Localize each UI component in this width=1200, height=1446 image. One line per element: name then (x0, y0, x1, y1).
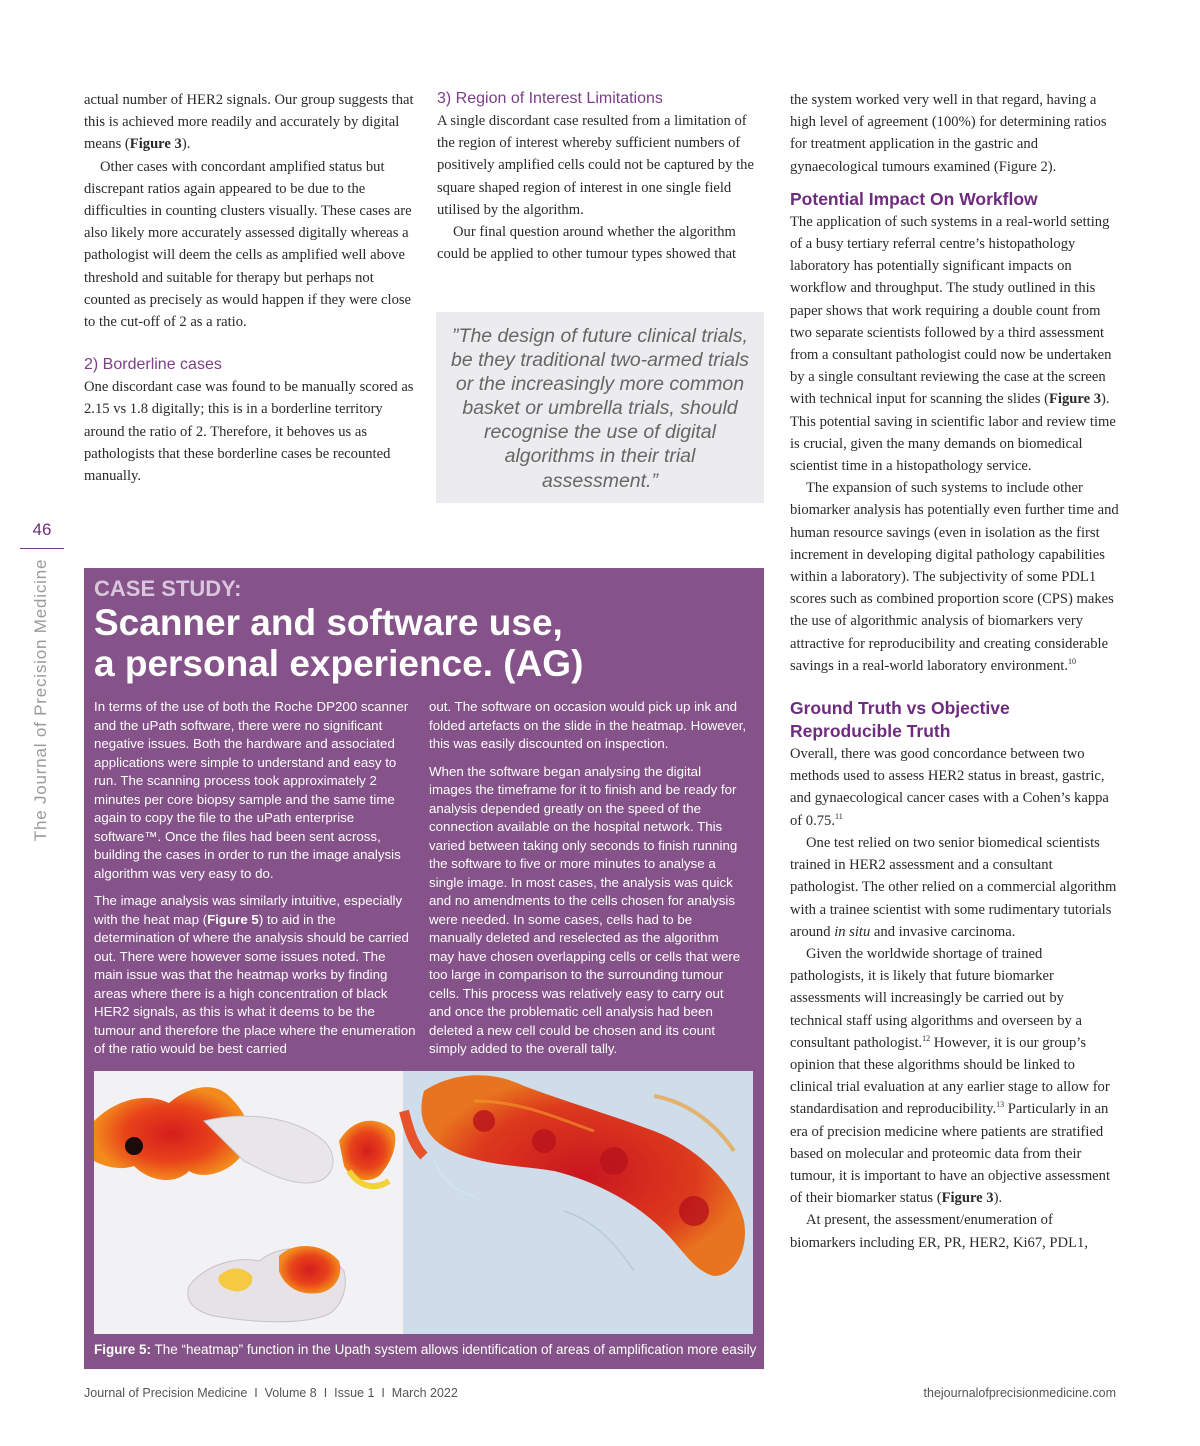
col3-paragraph-5: One test relied on two senior biomedical scientists trained in HER2 assessment and a consultant pathologist. The other relied on a commercial algorithm with a trainee scientist with some rudimentary tutorials around in situ and invasive carcinoma. (790, 834, 1117, 940)
figure-3-ref: Figure 3 (129, 136, 182, 153)
col2-paragraph-1: A single discordant case resulted from a limitation of the region of interest whereby sufficient numbers of positively amplified cells could not be captured by the square shaped region of interest in one single field utilised by the algorithm. (437, 113, 754, 218)
case-left-paragraph-1: In terms of the use of both the Roche DP200 scanner and the uPath software, there were no significant negative issues. Both the hardware and associated applications were simple to understand and easy to run. The scanning process took approximately 2 minutes per core biopsy sample and the same time again to copy the file to the uPath enterprise software™. Once the files had been sent across, building the cases in order to run the image analysis algorithm was very easy to do. (94, 699, 409, 881)
page-number: 46 (32, 520, 52, 539)
case-right-paragraph-2: When the software began analysing the digital images the timeframe for it to finish and be ready for analysis depended greatly on the speed of the connection available on the hospital network. This varied between taking only seconds to finish running the software to five or more minutes to analyse a single image. In most cases, the analysis was quick and no amendments to the cells chosen for analysis were needed. In some cases, cells had to be manually deleted and reselected as the algorithm may have chosen overlapping cells or cells that were too large in comparison to the surrounding tumour cells. This process was relatively easy to carry out and once the problematic cell analysis had been deleted a new cell could be chosen and its count simply added to the overall tally. (429, 763, 741, 1056)
figure-5-caption-label: Figure 5: (94, 1342, 152, 1357)
col1-paragraph-3: One discordant case was found to be manually scored as 2.15 vs 1.8 digitally; this is in a borderline territory around the ratio of 2. Therefore, it behoves us as pathologists that these borderline cases be recounted manually. (84, 379, 414, 485)
column-2 (437, 88, 765, 265)
figure-5-ref: Figure 5 (207, 911, 259, 927)
col1-paragraph-2: Other cases with concordant amplified status but discrepant ratios again appeared to be due to the difficulties in counting clusters visually. These cases are also likely more accurately assessed digitally whereas a pathologist will deem the cells as amplified well above threshold and suitable for therapy but perhaps not counted as precisely as would happen if they were close to the cut-off of 2 as a ratio. (84, 158, 412, 331)
reference-11: 11 (835, 811, 843, 821)
figure-5-caption: Figure 5: The “heatmap” function in the Upath system allows identification of areas of amplification more easily (94, 1342, 757, 1357)
heatmap-illustration (94, 1071, 753, 1334)
col3-paragraph-7: At present, the assessment/enumeration of biomarkers including ER, PR, HER2, Ki67, PDL1, (790, 1212, 1088, 1251)
in-situ-term: in situ (834, 923, 871, 940)
reference-12: 12 (922, 1033, 931, 1043)
case-study-box (84, 568, 764, 1369)
case-study-right-column (429, 698, 747, 1068)
col2-paragraph-2: Our final question around whether the algorithm could be applied to other tumour types showed that (437, 224, 737, 263)
col3-paragraph-4: Overall, there was good concordance between two methods used to assess HER2 status in breast, gastric, and gynaecological cancer cases with a Cohen’s kappa of 0.75.11 (790, 746, 1109, 829)
page-number-rule (20, 548, 64, 549)
col3-paragraph-1: the system worked very well in that regard, having a high level of agreement (100%) for determining ratios for treatment application in the gastric and gynaecological tumours examined (Figure 2). (790, 92, 1107, 175)
case-study-title: Scanner and software use, a personal experience. (AG) (94, 602, 584, 684)
footer-journal-info: Journal of Precision Medicine I Volume 8 I Issue 1 I March 2022 (84, 1386, 458, 1400)
column-3 (790, 89, 1120, 1254)
heading-ground-truth: Ground Truth vs Objective Reproducible Truth (790, 698, 1010, 742)
col3-paragraph-3: The expansion of such systems to include other biomarker analysis has potentially even further time and human resource savings (even in isolation as the first increment in developing digital pathology capabilities within a laboratory). The subjectivity of some PDL1 scores such as combined proportion score (CPS) makes the use of algorithmic analysis of biomarkers very attractive for reproducibility and creating considerable savings in a real-world laboratory environment.$^{10}$ (790, 480, 1119, 674)
footer-website: thejournalofprecisionmedicine.com (923, 1386, 1116, 1400)
pull-quote-box (436, 312, 764, 503)
column-1 (84, 89, 414, 487)
heading-potential-impact: Potential Impact On Workflow (790, 188, 1038, 209)
heatmap-figure-image (94, 1071, 753, 1334)
case-study-left-column (94, 698, 416, 1068)
pull-quote-text: ”The design of future clinical trials, be they traditional two-armed trials or the increasingly more common basket or umbrella trials, should recognise the use of digital algorithms in their trial assessment.” (450, 325, 750, 492)
case-left-paragraph-2: The image analysis was similarly intuitive, especially with the heat map (Figure 5) to aid in the determination of where the analysis should be carried out. There were however some issues noted. The main issue was that the heatmap works by finding areas where there is a high concentration of black HER2 signals, as this is what it deems to be the tumour and therefore the place where the enumeration of the ratio would be best carried (94, 893, 416, 1056)
col1-paragraph-1: actual number of HER2 signals. Our group suggests that this is achieved more readily and accurately by digital means (Figure 3). (84, 92, 414, 153)
reference-10: 10 (1068, 657, 1077, 667)
side-journal-title: The Journal of Precision Medicine (31, 558, 50, 842)
reference-13: 13 (996, 1100, 1005, 1110)
figure-3-ref: Figure 3 (941, 1190, 994, 1207)
heading-borderline-cases: 2) Borderline cases (84, 356, 222, 374)
figure-3-ref: Figure 3 (1048, 391, 1102, 408)
heading-region-of-interest: 3) Region of Interest Limitations (437, 90, 663, 107)
col3-paragraph-6: Given the worldwide shortage of trained pathologists, it is likely that future biomarker assessments will increasingly be carried out by technical staff using algorithms and overseen by a consultant pathologist.$^{12}$ However, it is our group’s opinion that these algorithms should be linked to clinical trial evaluation at any earlier stage to allow for standardisation and reproducibility.$^{13}$ Particularly in an era of precision medicine where patients are stratified based on molecular and proteomic data from their tumour, it is important to have an objective assessment of their biomarker status (Figure 3). (790, 945, 1111, 1207)
col3-paragraph-2: The application of such systems in a real-world setting of a busy tertiary referral centre’s histopathology laboratory has potentially significant impacts on workflow and throughput. The study outlined in this paper shows that work requiring a double count from two separate scientists followed by a third assessment from a consultant pathologist could now be undertaken by a single consultant reviewing the case at the screen with technical input for scanning the slides (Figure 3). This potential saving in scientific labor and review time is crucial, given the many demands on biomedical scientist time in a histopathology service. (790, 213, 1116, 475)
case-right-paragraph-1: out. The software on occasion would pick up ink and folded artefacts on the slide in the heatmap. However, this was easily discounted on inspection. (429, 699, 747, 751)
case-study-label: CASE STUDY: (94, 576, 242, 601)
